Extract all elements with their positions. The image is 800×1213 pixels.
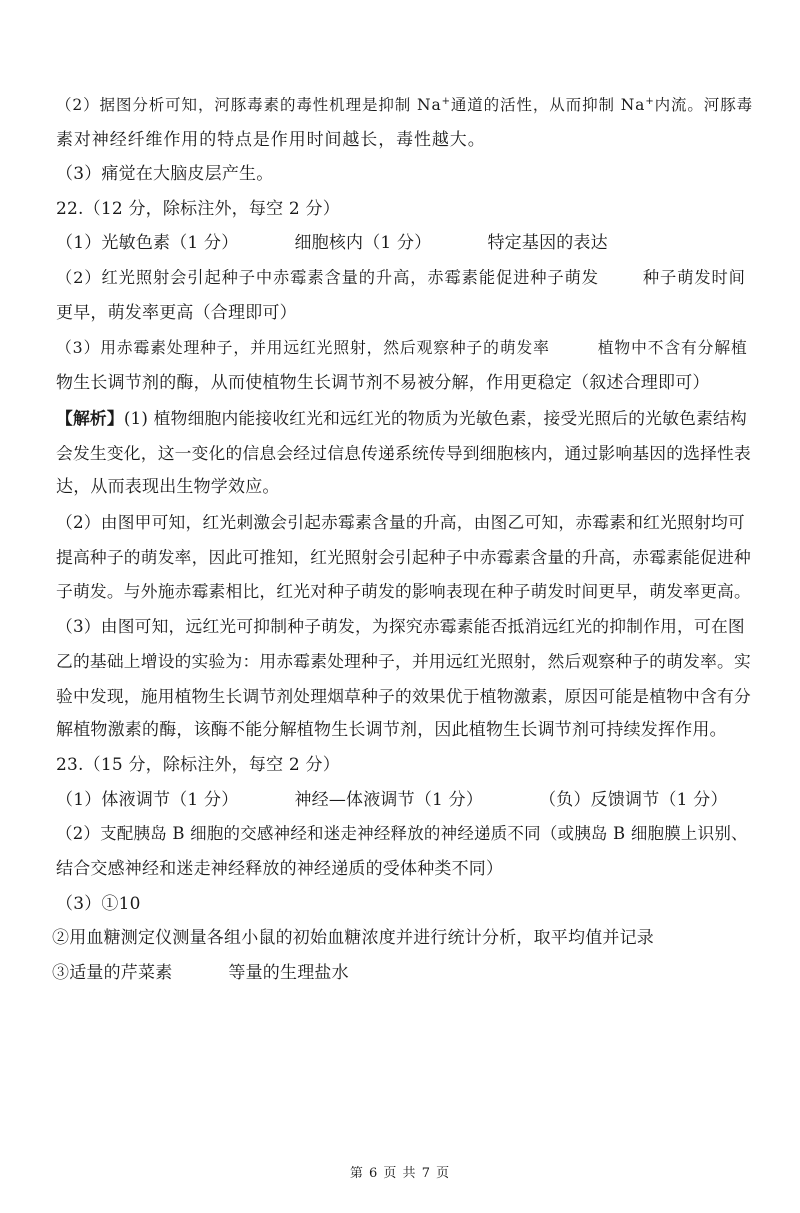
q22-analysis-2-line-1: （2）由图甲可知，红光刺激会引起赤霉素含量的升高，由图乙可知，赤霉素和红光照射均可 bbox=[56, 512, 745, 532]
q23-answer-3-line-1: （3）①10 bbox=[56, 894, 141, 914]
q21-answer-3: （3）痛觉在大脑皮层产生。 bbox=[56, 164, 274, 184]
q22-analysis-3-line-2: 乙的基础上增设的实验为：用赤霉素处理种子，并用远红光照射，然后观察种子的萌发率。实 bbox=[56, 651, 751, 671]
q22-answer-2-line-1: （2）红光照射会引起种子中赤霉素含量的升高，赤霉素能促进种子萌发 种子萌发时间 bbox=[56, 268, 746, 287]
q22-answer-3-line-1: （3）用赤霉素处理种子，并用远红光照射，然后观察种子的萌发率 植物中不含有分解植 bbox=[56, 338, 748, 357]
q22-answer-3-line-2: 物生长调节剂的酶，从而使植物生长调节剂不易被分解，作用更稳定（叙述合理即可） bbox=[56, 373, 710, 393]
q22-analysis-3-line-3: 验中发现，施用植物生长调节剂处理烟草种子的效果优于植物激素，原因可能是植物中含有分 bbox=[56, 686, 751, 706]
q22-analysis-1-line-1: 【解析】(1) 植物细胞内能接收红光和远红光的物质为光敏色素，接受光照后的光敏色素结构 bbox=[56, 408, 747, 428]
q22-analysis-1-line-2: 会发生变化，这一变化的信息会经过信息传递系统传导到细胞核内，通过影响基因的选择性表 bbox=[56, 443, 751, 463]
q23-answer-2-line-2: 结合交感神经和迷走神经释放的神经递质的受体种类不同） bbox=[56, 859, 504, 879]
q21-answer-2-line-2: 素对神经纤维作用的特点是作用时间越长，毒性越大。 bbox=[56, 130, 486, 150]
q22-analysis-2-line-2: 提高种子的萌发率，因此可推知，红光照射会引起种子中赤霉素含量的升高，赤霉素能促进种 bbox=[56, 547, 751, 567]
q22-answer-1: （1）光敏色素（1 分） 细胞核内（1 分） 特定基因的表达 bbox=[56, 233, 608, 253]
q23-answer-1: （1）体液调节（1 分） 神经—体液调节（1 分） （负）反馈调节（1 分） bbox=[56, 790, 728, 810]
q22-analysis-2-line-3: 子萌发。与外施赤霉素相比，红光对种子萌发的影响表现在种子萌发时间更早，萌发率更高。 bbox=[56, 581, 751, 601]
page-number: 第 6 页 共 7 页 bbox=[349, 1166, 451, 1181]
analysis-label: 【解析】 bbox=[56, 408, 124, 428]
q21-answer-2-line-1: （2）据图分析可知，河豚毒素的毒性机理是抑制 Na+通道的活性，从而抑制 Na+内流。河豚毒 bbox=[56, 95, 753, 114]
q22-header: 22.（12 分，除标注外，每空 2 分） bbox=[56, 199, 340, 219]
q22-analysis-3-line-1: （3）由图可知，远红光可抑制种子萌发，为探究赤霉素能否抵消远红光的抑制作用，可在图 bbox=[56, 616, 745, 636]
q23-answer-3-line-2: ②用血糖测定仪测量各组小鼠的初始血糖浓度并进行统计分析，取平均值并记录 bbox=[52, 928, 654, 948]
q23-header: 23.（15 分，除标注外，每空 2 分） bbox=[56, 755, 340, 775]
q22-analysis-1-line-3: 达，从而表现出生物学效应。 bbox=[56, 477, 280, 497]
q22-answer-2-line-2: 更早，萌发率更高（合理即可） bbox=[56, 303, 297, 323]
q22-analysis-3-line-4: 解植物激素的酶，该酶不能分解植物生长调节剂，因此植物生长调节剂可持续发挥作用。 bbox=[56, 720, 727, 740]
q23-answer-3-line-3: ③适量的芹菜素 等量的生理盐水 bbox=[52, 963, 349, 983]
q23-answer-2-line-1: （2）支配胰岛 B 细胞的交感神经和迷走神经释放的神经递质不同（或胰岛 B 细胞膜上识别、 bbox=[56, 824, 748, 843]
